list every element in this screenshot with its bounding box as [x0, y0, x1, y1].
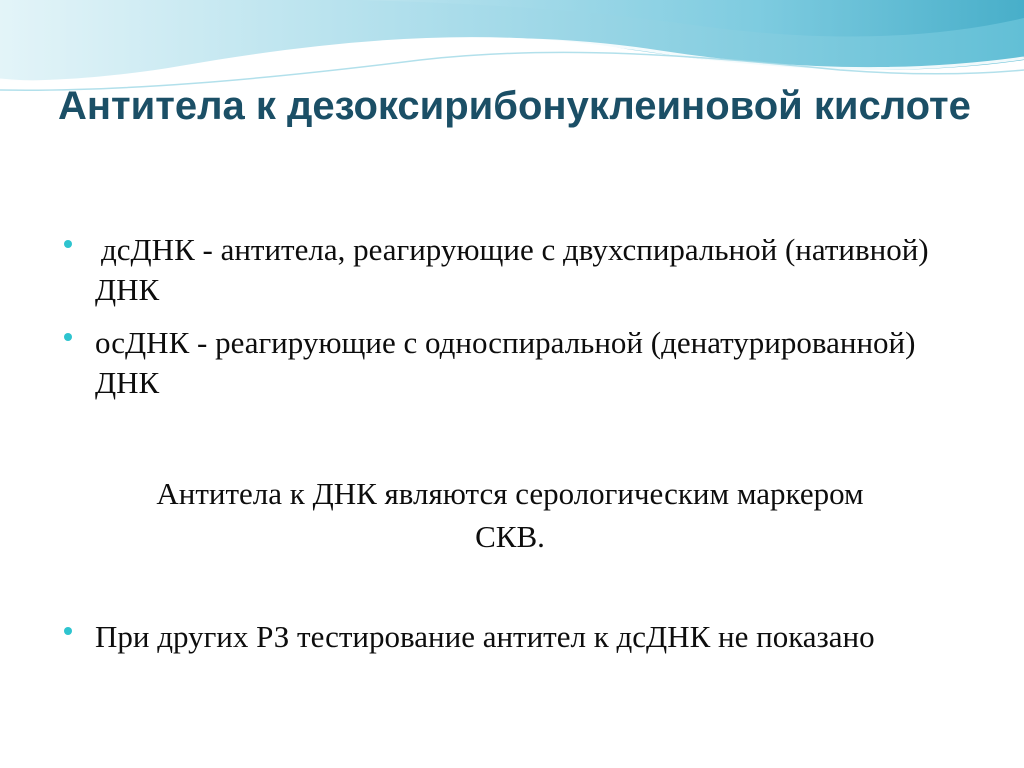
bullet-dot-icon: [64, 627, 72, 635]
center-note: Антитела к ДНК являются серологическим маркером СКВ.: [156, 476, 864, 554]
bullet-item-other-rz: [64, 617, 954, 657]
bullet-text: При других РЗ тестирование антител к дсДНК не показано: [95, 619, 875, 654]
bullet-text: осДНК - реагирующие с односпиральной (денатурированной) ДНК: [95, 325, 916, 400]
bullet-dot-icon: [64, 333, 72, 341]
bullet-item-ssdna: [64, 323, 954, 403]
bullet-dot-icon: [64, 240, 72, 248]
bullet-text: дсДНК - антитела, реагирующие с двухспиральной (нативной) ДНК: [95, 232, 929, 307]
slide-title: Антитела к дезоксирибонуклеиновой кислоте: [58, 84, 971, 128]
bullet-item-dsdna: [64, 230, 954, 310]
